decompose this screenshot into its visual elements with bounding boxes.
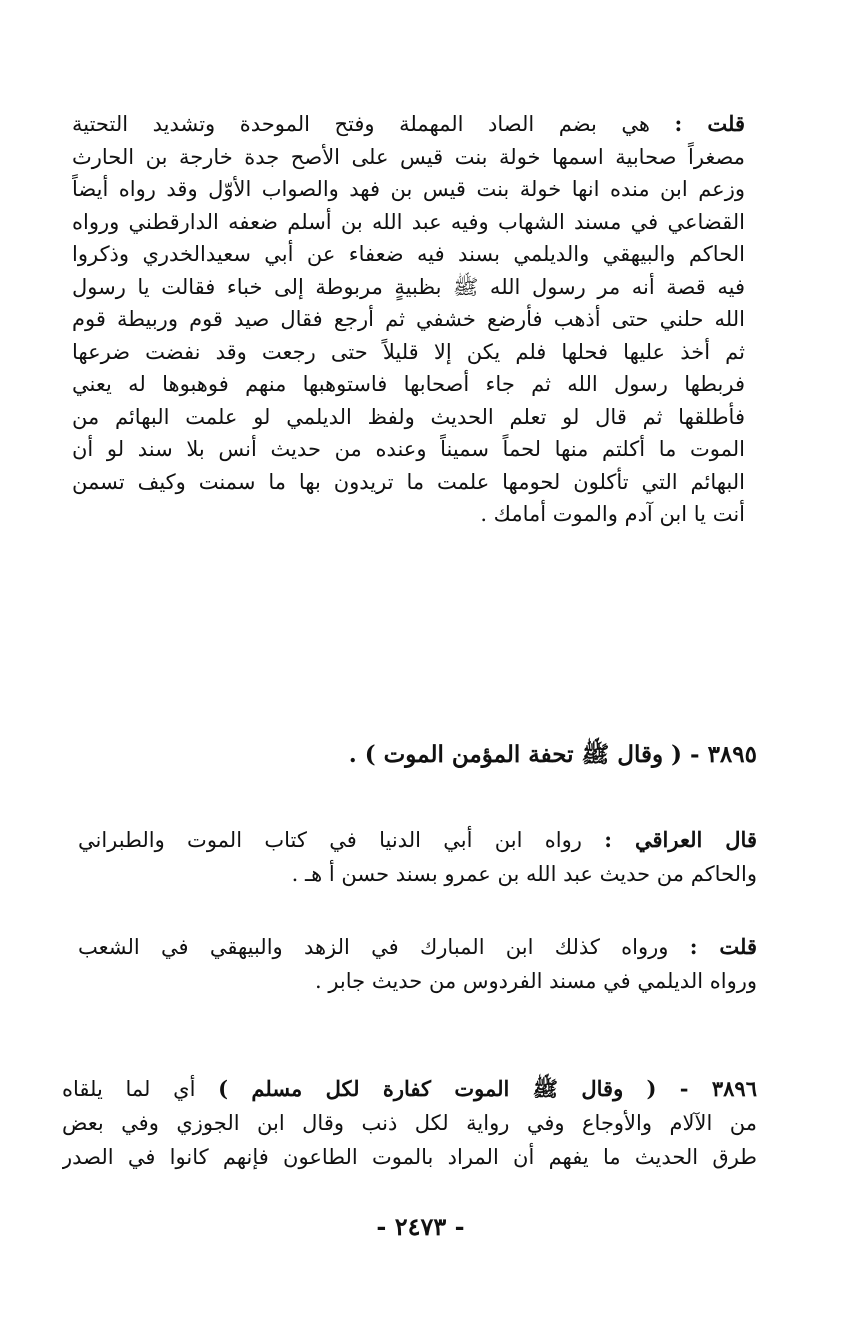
text-line: مصغراً صحابية اسمها خولة بنت قيس على الأصح جدة خارجة بن الحارث (72, 144, 745, 169)
line-text: ورواه كذلك ابن المبارك في الزهد والبيهقي في الشعب (78, 935, 669, 959)
text-line: فيه قصة أنه مر رسول الله ﷺ بظبيةٍ مربوطة إلى خباء فقالت يا رسول (72, 274, 745, 299)
text-line: ورواه الديلمي في مسند الفردوس من حديث جابر . (314, 969, 757, 993)
line-text: أي لما يلقاه (62, 1077, 196, 1101)
text-line: القضاعي في مسند الشهاب وفيه عبد الله بن أسلم ضعفه الدارقطني ورواه (72, 209, 745, 234)
text-line: فربطها رسول الله ثم جاء أصحابها فاستوهبها منهم فوهبوها له يعني (72, 372, 745, 396)
text-line: فأطلقها ثم قال لو تعلم الحديث ولفظ الديلمي لو علمت البهائم من (72, 404, 745, 429)
text-line (62, 1072, 757, 1106)
text-line: ثم أخذ عليها فحلها فلم يكن إلا قليلاً حتى رجعت وقد نفضت ضرعها (72, 339, 745, 364)
lead-label: قلت : (674, 111, 745, 136)
line-text: هي بضم الصاد المهملة وفتح الموحدة وتشديد التحتية (72, 112, 650, 136)
text-line (78, 823, 757, 857)
text-line: والحاكم من حديث عبد الله بن عمرو بسند حسن أ هـ . (291, 862, 757, 886)
text-line (72, 108, 745, 141)
paragraph-commentary-2 (78, 930, 757, 998)
text-line: الله حلني حتى أذهب فأرضع خشفي ثم أرجع فقال صيد قوم وربيطة قوم (72, 307, 745, 331)
text-line: الموت ما أكلتم منها لحماً سميناً وعنده من حديث أنس بلا سند لو أن (72, 437, 745, 461)
line-text: رواه ابن أبي الدنيا في كتاب الموت والطبراني (78, 828, 582, 852)
hadith-heading-3895: ٣٨٩٥ - ( وقال ﷺ تحفة المؤمن الموت ) . (348, 741, 757, 768)
hadith-paragraph-3896 (62, 1072, 757, 1174)
paragraph-iraqi (78, 823, 757, 891)
text-line: وزعم ابن منده انها خولة بنت قيس بن فهد والصواب الأوّل وقد رواه أيضاً (72, 177, 745, 201)
text-line (78, 930, 757, 964)
hadith-heading-3896: ٣٨٩٦ - ( وقال ﷺ الموت كفارة لكل مسلم ) (218, 1076, 757, 1101)
text-line: طرق الحديث ما يفهم أن المراد بالموت الطاعون فإنهم كانوا في الصدر (62, 1145, 757, 1169)
text-line: الحاكم والبيهقي والديلمي بسند فيه ضعفاء عن أبي سعيدالخدري وذكروا (72, 242, 745, 266)
text-line: أنت يا ابن آدم والموت أمامك . (480, 502, 745, 526)
lead-label: قلت : (689, 934, 757, 959)
text-line: من الآلام والأوجاع وفي رواية لكل ذنب وقال ابن الجوزي وفي بعض (62, 1111, 757, 1135)
page-number: - ٢٤٧٣ - (376, 1212, 465, 1241)
paragraph-commentary-1 (72, 108, 745, 531)
text-line: البهائم التي تأكلون لحومها علمت ما تريدون بها ما سمنت وكيف تسمن (72, 469, 745, 494)
lead-label: قال العراقي : (604, 827, 757, 852)
